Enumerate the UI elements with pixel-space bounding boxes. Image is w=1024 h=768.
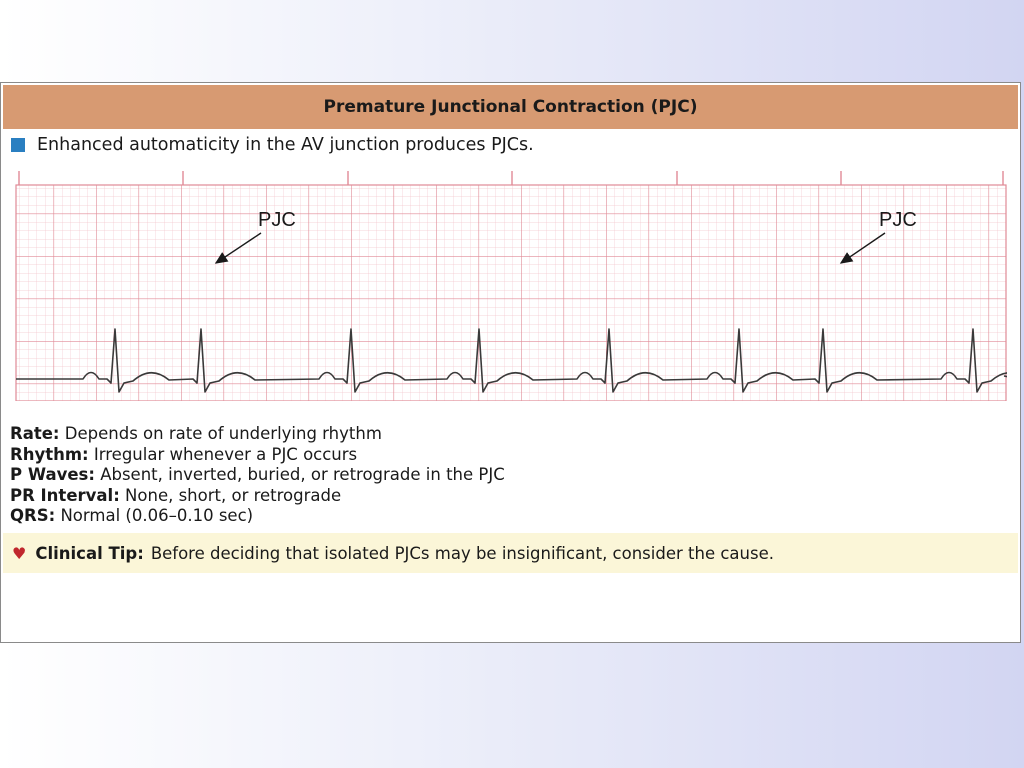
slide-card: [0, 82, 1021, 643]
intro-line: [11, 135, 534, 155]
time-ticks: [19, 171, 1003, 185]
page-title: Premature Junctional Contraction (PJC): [3, 85, 1018, 129]
clinical-tip-label: Clinical Tip:: [35, 543, 144, 563]
clinical-tip-text: Before deciding that isolated PJCs may be insignificant, consider the cause.: [150, 543, 774, 563]
pjc-label-1: PJC: [258, 209, 296, 231]
background-band: [0, 645, 1024, 768]
criteria-pr-interval: PR Interval: None, short, or retrograde: [10, 485, 342, 505]
square-bullet-icon: [11, 138, 25, 152]
clinical-tip: [3, 533, 1018, 573]
heart-icon: ♥: [12, 543, 27, 563]
criteria-p-waves: P Waves: Absent, inverted, buried, or retrograde in the PJC: [10, 465, 505, 484]
criteria-qrs: QRS: Normal (0.06–0.10 sec): [10, 506, 254, 525]
criteria-list: [10, 424, 505, 527]
grid-background: [16, 185, 1006, 401]
criteria-rhythm: Rhythm: Irregular whenever a PJC occurs: [10, 444, 358, 464]
intro-text: Enhanced automaticity in the AV junction produces PJCs.: [37, 135, 534, 155]
criteria-rate: Rate: Depends on rate of underlying rhythm: [10, 424, 382, 443]
ecg-strip: [11, 171, 1007, 401]
pjc-label-2: PJC: [879, 209, 917, 231]
